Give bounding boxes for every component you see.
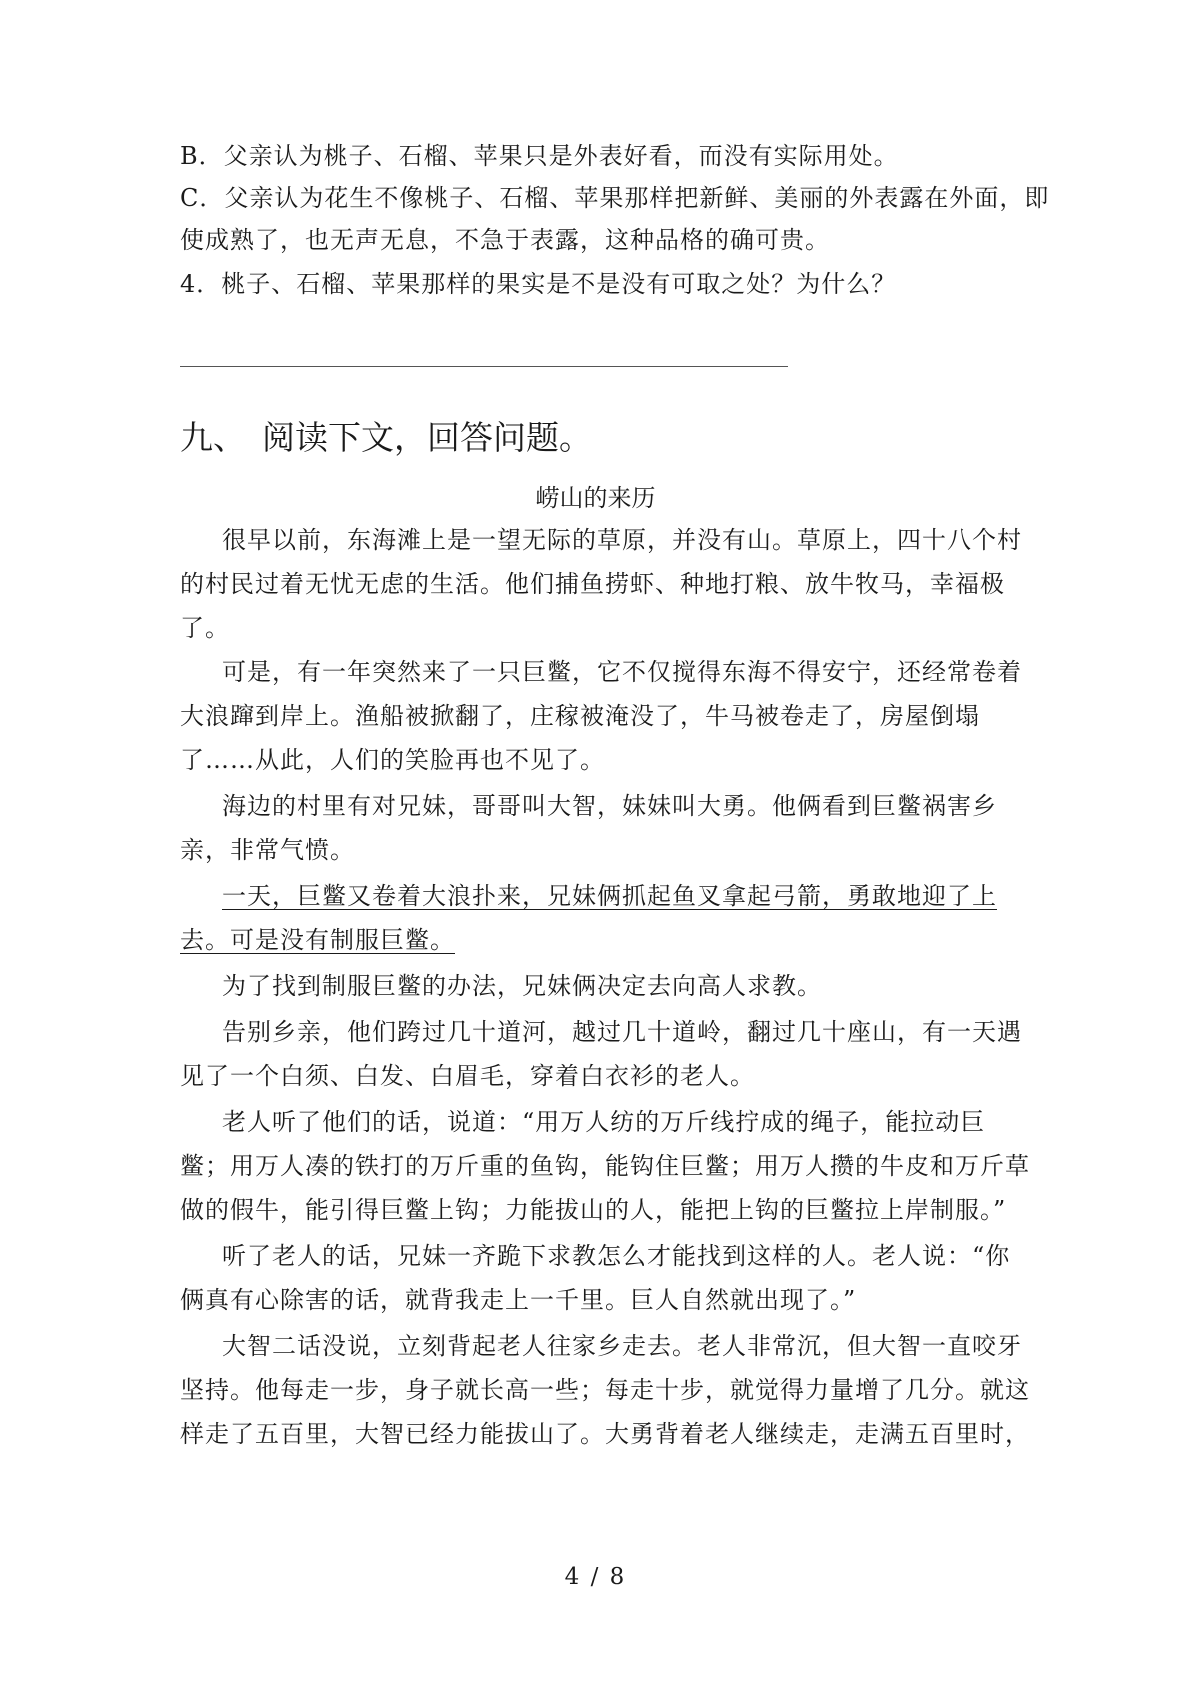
option-b: B．父亲认为桃子、石榴、苹果只是外表好看，而没有实际用处。 — [180, 142, 899, 170]
story-line: 很早以前，东海滩上是一望无际的草原，并没有山。草原上，四十八个村 — [222, 526, 1022, 554]
section-heading — [180, 418, 592, 458]
story-line: 老人听了他们的话，说道：“用万人纺的万斤线拧成的绳子，能拉动巨 — [222, 1108, 986, 1136]
story-line: 听了老人的话，兄妹一齐跪下求教怎么才能找到这样的人。老人说：“你 — [222, 1242, 1011, 1270]
story-line: 为了找到制服巨鳖的办法，兄妹俩决定去向高人求教。 — [222, 972, 822, 1000]
story-line: 俩真有心除害的话，就背我走上一千里。巨人自然就出现了。” — [180, 1286, 857, 1314]
page-number: 4 / 8 — [564, 1564, 627, 1590]
underlined-text: 去。可是没有制服巨鳖。 — [180, 926, 455, 954]
story-line: 见了一个白须、白发、白眉毛，穿着白衣衫的老人。 — [180, 1062, 755, 1090]
story-line: 了……从此，人们的笑脸再也不见了。 — [180, 746, 605, 774]
underlined-sentence-line-2 — [180, 924, 1010, 956]
story-line: 大智二话没说，立刻背起老人往家乡走去。老人非常沉，但大智一直咬牙 — [222, 1332, 1022, 1360]
story-line: 海边的村里有对兄妹，哥哥叫大智，妹妹叫大勇。他俩看到巨鳖祸害乡 — [222, 792, 997, 820]
story-line: 样走了五百里，大智已经力能拔山了。大勇背着老人继续走，走满五百里时， — [180, 1420, 1030, 1448]
answer-blank-line[interactable] — [180, 366, 788, 367]
question-4: 4．桃子、石榴、苹果那样的果实是不是没有可取之处？为什么？ — [180, 270, 897, 298]
option-c-line-1: C．父亲认为花生不像桃子、石榴、苹果那样把新鲜、美丽的外表露在外面，即 — [180, 184, 1050, 212]
story-line: 做的假牛，能引得巨鳖上钩；力能拔山的人，能把上钩的巨鳖拉上岸制服。” — [180, 1196, 1007, 1224]
section-number: 九、 — [180, 418, 246, 457]
story-line: 大浪蹿到岸上。渔船被掀翻了，庄稼被淹没了，牛马被卷走了，房屋倒塌 — [180, 702, 980, 730]
option-c-line-2: 使成熟了，也无声无息，不急于表露，这种品格的确可贵。 — [180, 226, 830, 254]
story-title: 崂山的来历 — [535, 484, 656, 512]
story-line: 坚持。他每走一步，身子就长高一些；每走十步，就觉得力量增了几分。就这 — [180, 1376, 1030, 1404]
story-line: 鳖；用万人凑的铁打的万斤重的鱼钩，能钩住巨鳖；用万人攒的牛皮和万斤草 — [180, 1152, 1030, 1180]
underlined-text: 一天，巨鳖又卷着大浪扑来，兄妹俩抓起鱼叉拿起弓箭，勇敢地迎了上 — [222, 882, 997, 910]
section-title: 阅读下文，回答问题。 — [262, 418, 592, 457]
story-line: 亲，非常气愤。 — [180, 836, 355, 864]
story-line: 了。 — [180, 614, 230, 642]
underlined-sentence-line-1 — [222, 880, 1010, 912]
story-line: 的村民过着无忧无虑的生活。他们捕鱼捞虾、种地打粮、放牛牧马，幸福极 — [180, 570, 1005, 598]
story-line: 可是，有一年突然来了一只巨鳖，它不仅搅得东海不得安宁，还经常卷着 — [222, 658, 1022, 686]
story-line: 告别乡亲，他们跨过几十道河，越过几十道岭，翻过几十座山，有一天遇 — [222, 1018, 1022, 1046]
